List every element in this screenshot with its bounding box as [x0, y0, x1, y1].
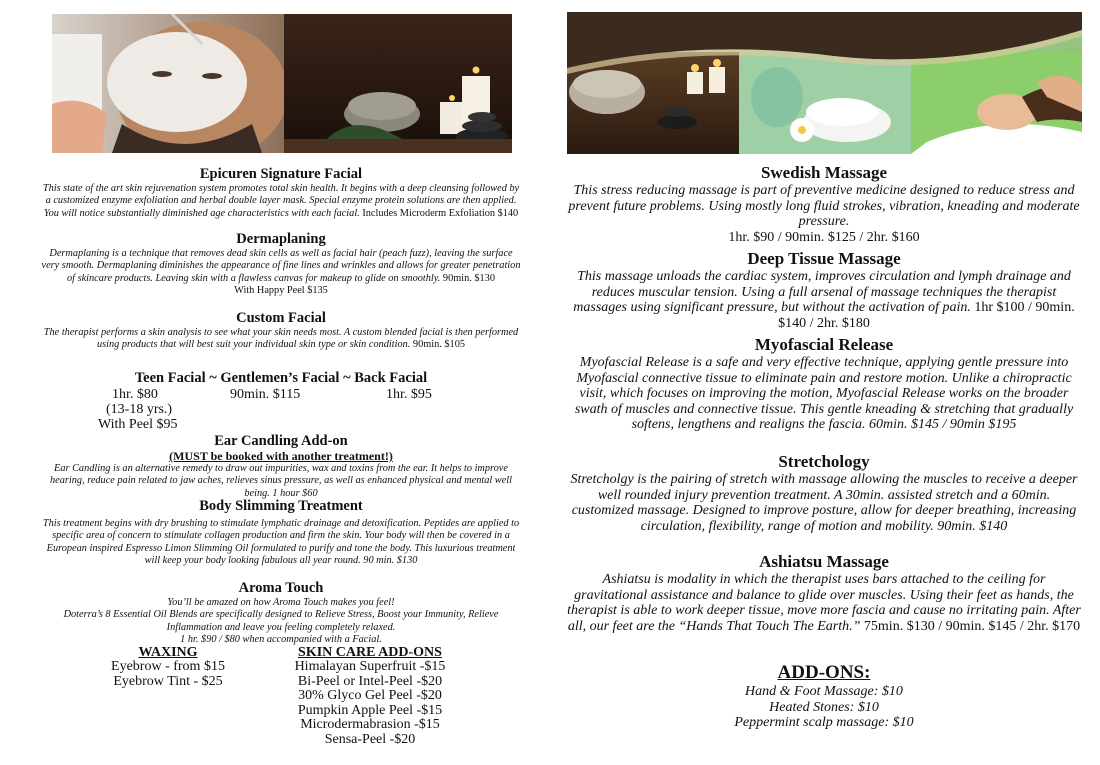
- facial-trio-title: Teen Facial ~ Gentlemen’s Facial ~ Back Facial: [134, 370, 428, 386]
- waxing-item: Eyebrow Tint - $25: [113, 673, 223, 689]
- dermaplaning-peel-price: With Happy Peel $135: [234, 285, 328, 297]
- aroma-touch-description: Doterra’s 8 Essential Oil Blends are specifically designed to Relieve Stress, Boost your Immunity, Relieve Inflammation and leave you feeling completely relaxed.: [63, 609, 499, 633]
- swedish-massage-price: 1hr. $90 / 90min. $125 / 2hr. $160: [728, 229, 920, 245]
- teen-peel-price: With Peel $95: [98, 417, 178, 432]
- addons-title: ADD-ONS:: [777, 662, 871, 683]
- skin-care-item: Sensa-Peel -$20: [324, 731, 416, 747]
- stretchology-title: Stretchology: [778, 452, 870, 471]
- aroma-touch-tagline: You’ll be amazed on how Aroma Touch makes you feel!: [167, 597, 395, 608]
- addon-item: Heated Stones: $10: [769, 699, 879, 715]
- skin-care-item: Himalayan Superfruit -$15: [294, 659, 446, 674]
- epicuren-description: This state of the art skin rejuvenation system promotes total skin health. It begins with a deep cleansing followed by a customized enzyme exfoliation and herbal double layer mask. Special enzyme protein solutions are then applied. You will notice substantially diminished age characteristics with each facial. Includes Microderm Exfoliation $140: [42, 183, 520, 219]
- body-slimming-title: Body Slimming Treatment: [199, 498, 363, 514]
- swedish-massage-title: Swedish Massage: [760, 163, 888, 182]
- epicuren-title: Epicuren Signature Facial: [199, 166, 363, 182]
- stretchology-description: Stretcholgy is the pairing of stretch with massage allowing the muscles to receive a deeper well rounded injury prevention treatment. A 30min. assisted stretch and a 60min. customized massage. Designed to improve posture, allow for deeper breathing, increasing circulation, flexibility, range of motion and mobility. 90min. $140: [570, 472, 1078, 534]
- skin-care-item: 30% Glyco Gel Peel -$20: [298, 688, 442, 704]
- swedish-massage-description: This stress reducing massage is part of preventive medicine designed to reduce stress and prevent future problems. Using mostly long fluid strokes, vibration, kneading and moderate pressure.: [568, 183, 1080, 230]
- waxing-title: WAXING: [138, 645, 198, 660]
- gentlemen-facial-price: 90min. $115: [230, 387, 301, 402]
- teen-age-range: (13-18 yrs.): [106, 402, 173, 417]
- ear-candling-note: (MUST be booked with another treatment!): [169, 449, 393, 463]
- massage-spa-photo: [567, 12, 1082, 154]
- skin-care-addons-list: [280, 645, 460, 748]
- myofascial-title: Myofascial Release: [754, 335, 894, 354]
- aroma-touch-title: Aroma Touch: [238, 580, 324, 596]
- back-facial-price: 1hr. $95: [386, 387, 432, 402]
- myofascial-description: Myofascial Release is a safe and very effective technique, applying gentle pressure into Myofascial connective tissue to eliminate pain and restore motion. Unlike a chiropractic visit, which focuses on improving the motion, Myofascial Release works on the broader swath of muscles and connective tissue. This gentle kneading & stretching that gradually softens, lengthens and realigns the fascia. 60min. $145 / 90min $195: [574, 355, 1074, 433]
- dermaplaning-title: Dermaplaning: [236, 231, 326, 247]
- skin-care-title: SKIN CARE ADD-ONS: [298, 645, 442, 660]
- ashiatsu-title: Ashiatsu Massage: [759, 552, 889, 571]
- dermaplaning-description: Dermaplaning is a technique that removes dead skin cells as well as facial hair (peach fuzz), leaving the surface very smooth. Dermaplaning diminishes the appearance of fine lines and wrinkles and allows for greater penetration of skincare products. Leaving skin with a flawless canvas for makeup to glide on smoothly. 90min. $130: [41, 248, 521, 284]
- skin-care-item: Pumpkin Apple Peel -$15: [297, 702, 443, 718]
- deep-tissue-description: This massage unloads the cardiac system, improves circulation and lymph drainage and reduces muscular tension. Using a full arsenal of massage techniques the therapist massages using significant pressure, but without the activation of pain. 1hr $100 / 90min. $140 / 2hr. $180: [573, 269, 1075, 331]
- facial-spa-photo: [52, 14, 512, 153]
- ashiatsu-description: Ashiatsu is modality in which the therapist uses bars attached to the ceiling for gravitational assistance and balance to glide over muscles. Using their feet as hands, the therapist is able to work deeper tissue, move more fascia and cause no irritating pain. After all, our feet are the “Hands That Touch The Earth.” 75min. $130 / 90min. $145 / 2hr. $170: [567, 572, 1081, 634]
- waxing-item: Eyebrow - from $15: [111, 659, 225, 674]
- ear-candling-description: Ear Candling is an alternative remedy to draw out impurities, wax and toxins from the ear. It helps to improve hearing, reduce pain related to jaw aches, relieves sinus pressure, as well as enhanced physical and mental well being. 1 hour $60: [50, 463, 512, 499]
- addon-item: Peppermint scalp massage: $10: [734, 715, 914, 731]
- custom-facial-description: The therapist performs a skin analysis to see what your skin needs most. A custom blended facial is then performed using products that will best suit your individual skin type or skin condition. 90min. $105: [43, 327, 519, 351]
- aroma-touch-price: 1 hr. $90 / $80 when accompanied with a Facial.: [180, 634, 382, 646]
- ear-candling-title: Ear Candling Add-on: [214, 433, 348, 449]
- body-slimming-description: This treatment begins with dry brushing to stimulate lymphatic drainage and detoxification. Peptides are applied to specific area of concern to stimulate collagen production and firm the skin. Your body will then be covered in a European inspired Espresso Limon Slimming Oil formulated to purify and tone the body. This luxurious treatment will keep your body looking fabulous all year round. 90 min. $130: [42, 518, 520, 567]
- skin-care-item: Bi-Peel or Intel-Peel -$20: [297, 673, 443, 689]
- waxing-list: [98, 645, 238, 689]
- teen-facial-price: 1hr. $80: [112, 387, 158, 402]
- deep-tissue-title: Deep Tissue Massage: [747, 249, 901, 268]
- addon-item: Hand & Foot Massage: $10: [745, 684, 903, 699]
- skin-care-item: Microdermabrasion -$15: [300, 717, 440, 733]
- custom-facial-title: Custom Facial: [236, 310, 326, 326]
